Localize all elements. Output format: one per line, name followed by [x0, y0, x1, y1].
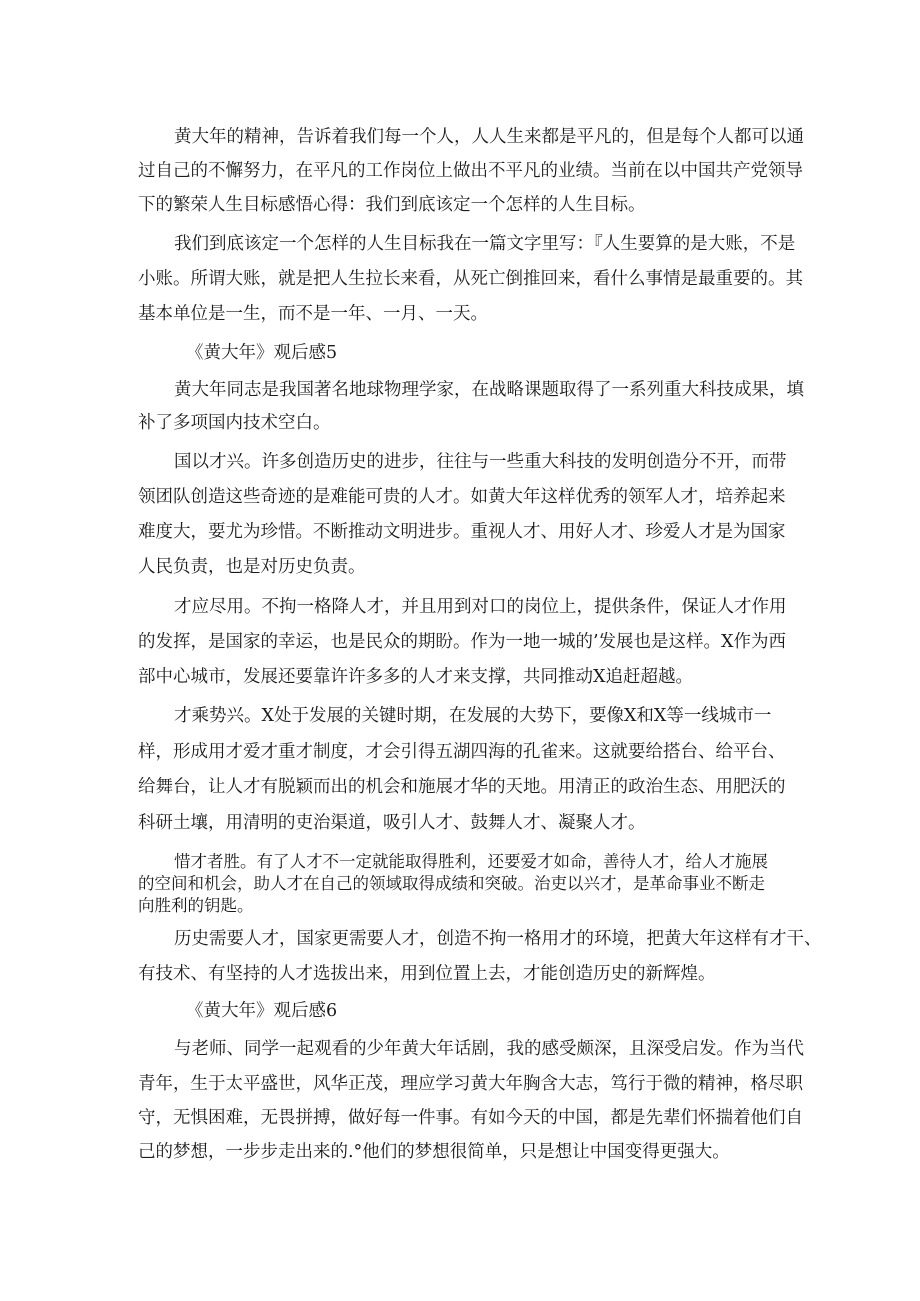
text-line: 下的繁荣人生目标感悟心得：我们到底该定一个怎样的人生目标。	[138, 195, 646, 215]
text-line: 过自己的不懈努力，在平凡的工作岗位上做出不平凡的业绩。当前在以中国共产党领导	[138, 161, 803, 181]
section-heading: 《黄大年》观后感5	[186, 343, 338, 363]
text-line: 惜才者胜。有了人才不一定就能取得胜利，还要爱才如命，善待人才，给人才施展	[174, 852, 768, 871]
text-line: 黄大年的精神，告诉着我们每一个人，人人生来都是平凡的，但是每个人都可以通	[174, 127, 804, 147]
text-line: 科研土壤，用清明的吏治渠道，吸引人才、鼓舞人才、凝聚人才。	[138, 813, 646, 833]
text-line: 有技术、有坚持的人才选拔出来，用到位置上去，才能创造历史的新辉煌。	[138, 964, 716, 984]
text-line: 与老师、同学一起观看的少年黄大年话剧，我的感受颇深，且深受启发。作为当代	[174, 1039, 804, 1059]
text-line: 才乘势兴。X处于发展的关键时期，在发展的大势下，要像X和X等一线城市一	[174, 706, 772, 726]
text-line: 才应尽用。不拘一格降人才，并且用到对口的岗位上，提供条件，保证人才作用	[174, 597, 787, 617]
text-line: 历史需要人才，国家更需要人才，创造不拘一格用才的环境，把黄大年这样有才干、	[174, 929, 822, 949]
text-line: 青年，生于太平盛世，风华正茂，理应学习黄大年胸含大志，笃行于微的精神，格尽职	[138, 1074, 803, 1094]
text-line: 人民负责，也是对历史负责。	[138, 557, 366, 577]
text-line: 给舞台，让人才有脱颖而出的机会和施展才华的天地。用清正的政治生态、用肥沃的	[138, 777, 786, 797]
text-line: 小账。所谓大账，就是把人生拉长来看，从死亡倒推回来，看什么事情是最重要的。其	[138, 269, 803, 289]
text-line: 国以才兴。许多创造历史的进步，往往与一些重大科技的发明创造分不开，而带	[174, 452, 787, 472]
text-line: 我们到底该定一个怎样的人生目标我在一篇文字里写：『人生要算的是大账，不是	[174, 234, 796, 254]
text-line: 部中心城市，发展还要靠许许多多的人才来支撑，共同推动X追赶超越。	[138, 667, 693, 687]
text-line: 领团队创造这些奇迹的是难能可贵的人才。如黄大年这样优秀的领军人才，培养起来	[138, 487, 786, 507]
text-line: 守，无惧困难，无畏拼搏，做好每一件事。有如今天的中国，都是先辈们怀揣着他们自	[138, 1108, 803, 1128]
text-line: 的发挥，是国家的幸运，也是民众的期盼。作为一地一城的’发展也是这样。X作为西	[138, 632, 787, 652]
text-line: 的空间和机会，助人才在自己的领域取得成绩和突破。治吏以兴才，是革命事业不断走	[138, 874, 765, 893]
text-line: 样，形成用才爱才重才制度，才会引得五湖四海的孔雀来。这就要给搭台、给平台、	[138, 742, 786, 762]
text-line: 向胜利的钥匙。	[138, 896, 254, 915]
text-line: 补了多项国内技术空白。	[138, 413, 331, 433]
text-line: 难度大，要尤为珍惜。不断推动文明进步。重视人才、用好人才、珍爱人才是为国家	[138, 522, 786, 542]
text-line: 己的梦想，一步步走出来的.°他们的梦想很简单，只是想让中国变得更强大。	[138, 1142, 730, 1162]
text-line: 黄大年同志是我国著名地球物理学家，在战略课题取得了一系列重大科技成果，填	[174, 380, 804, 400]
section-heading: 《黄大年》观后感6	[186, 1001, 338, 1021]
text-line: 基本单位是一生，而不是一年、一月、一天。	[138, 304, 488, 324]
